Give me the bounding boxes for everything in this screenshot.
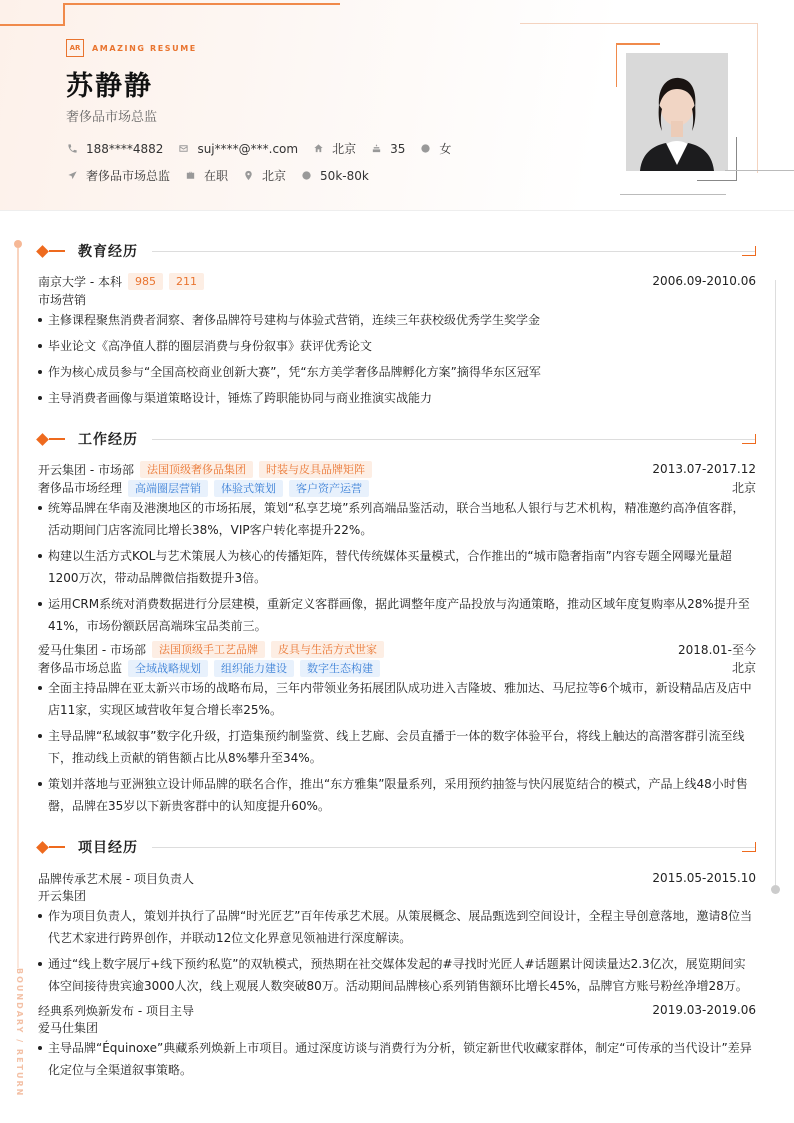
company-tag: 法国顶级手工艺品牌 (152, 641, 265, 658)
job-bullets (38, 497, 756, 641)
job-intent-row (66, 167, 383, 184)
section-dash (49, 846, 65, 848)
job-role-row (38, 659, 756, 677)
list-item: 运用CRM系统对消费数据进行分层建模，重新定义客群画像，据此调整年度产品投放与沟通策略，推动区域年度复购率从28%提升至41%，市场份额跃居高端珠宝品类前三。 (38, 593, 756, 637)
list-item: 主修课程聚焦消费者洞察、奢侈品牌符号建构与体验式营销，连续三年获校级优秀学生奖学金 (38, 309, 756, 331)
company-name: 爱马仕集团 - 市场部 (38, 642, 146, 657)
intent-city (242, 167, 286, 184)
role-tag: 高端圈层营销 (128, 480, 208, 497)
intent-position (66, 167, 170, 184)
section-dash (49, 250, 65, 252)
job-role: 奢侈品市场总监 (38, 661, 123, 675)
company-name: 开云集团 - 市场部 (38, 462, 134, 477)
section-education-header (36, 240, 756, 262)
project-entry-header (38, 1001, 756, 1019)
job-role-row (38, 479, 756, 497)
list-item: 作为核心成员参与“全国高校商业创新大赛”，凭“东方美学奢侈品牌孵化方案”摘得华东区冠军 (38, 361, 756, 383)
project-bullets (38, 905, 756, 1001)
project-org-row (38, 887, 756, 905)
contact-gender-text: 女 (439, 142, 452, 156)
section-title: 项目经历 (78, 840, 138, 856)
school-tag: 985 (128, 273, 163, 290)
job-role: 奢侈品市场经理 (38, 481, 123, 495)
company-tag: 法国顶级奢侈品集团 (140, 461, 253, 478)
section-rule (152, 439, 756, 440)
section-work-header (36, 428, 756, 450)
header-decor-line (620, 194, 726, 195)
header-decor-line (757, 23, 758, 173)
mail-icon (177, 143, 189, 155)
role-tag: 客户资产运营 (289, 480, 369, 497)
right-decor-dot (771, 885, 780, 894)
education-date: 2006.09-2010.06 (652, 274, 756, 288)
job-date: 2018.01-至今 (678, 642, 756, 657)
project-date: 2015.05-2015.10 (652, 871, 756, 885)
intent-status-text: 在职 (204, 169, 229, 183)
school-name: 南京大学 - 本科 (38, 274, 122, 289)
role-tag: 数字生态构建 (300, 660, 380, 677)
candidate-name: 苏静静 (66, 71, 153, 102)
diamond-icon (36, 841, 49, 854)
project-bullets (38, 1037, 756, 1085)
project-name: 品牌传承艺术展 - 项目负责人 (38, 871, 194, 886)
candidate-title: 奢侈品市场总监 (66, 110, 158, 125)
company-tag: 时装与皮具品牌矩阵 (259, 461, 372, 478)
cake-icon (370, 143, 382, 155)
list-item: 主导品牌“Équinoxe”典藏系列焕新上市项目。通过深度访谈与消费行为分析，锁定新世代收藏家群体，制定“可传承的当代设计”差异化定位与全渠道叙事策略。 (38, 1037, 756, 1081)
list-item: 统筹品牌在华南及港澳地区的市场拓展，策划“私享艺境”系列高端品鉴活动，联合当地私人银行与艺术机构，精准邀约高净值客群，活动期间门店客流同比增长38%，VIP客户转化率提升22%。 (38, 497, 756, 541)
role-tag: 组织能力建设 (214, 660, 294, 677)
contact-age (370, 142, 405, 156)
money-icon (300, 170, 312, 182)
list-item: 通过“线上数字展厅+线下预约私览”的双轨模式，预热期在社交媒体发起的#寻找时光匠人#话题累计阅读量达2.3亿次，展览期间实体空间接待贵宾逾3000人次，线上观展人数突破80万。活动期间品牌核心系列销售额环比增长45%，品牌官方账号粉丝净增28万。 (38, 953, 756, 997)
list-item: 毕业论文《高净值人群的圈层消费与身份叙事》获评优秀论文 (38, 335, 756, 357)
project-org: 爱马仕集团 (38, 1021, 99, 1035)
section-rule (152, 251, 756, 252)
section-title: 教育经历 (78, 244, 138, 260)
project-org-row (38, 1019, 756, 1037)
list-item: 构建以生活方式KOL与艺术策展人为核心的传播矩阵，替代传统媒体买量模式，合作推出的“城市隐奢指南”内容专题全网曝光量超1200万次，带动品牌微信指数提升3倍。 (38, 545, 756, 589)
section-dash (49, 438, 65, 440)
diamond-icon (36, 245, 49, 258)
intent-status (184, 167, 228, 184)
contact-city-text: 北京 (332, 142, 357, 156)
contact-gender (419, 140, 451, 157)
section-corner-decor (742, 434, 756, 444)
side-vertical-text: BOUNDARY / RETURN (15, 968, 24, 1098)
contact-email-text: suj****@***.com (197, 141, 299, 156)
timeline-line (17, 248, 19, 968)
role-tag: 全域战略规划 (128, 660, 208, 677)
timeline-dot (14, 240, 22, 248)
header-accent-line (63, 3, 65, 26)
education-bullets (38, 309, 756, 413)
intent-salary-text: 50k-80k (320, 168, 369, 183)
list-item: 主导消费者画像与渠道策略设计，锤炼了跨职能协同与商业推演实战能力 (38, 387, 756, 409)
section-title: 工作经历 (78, 432, 138, 448)
project-org: 开云集团 (38, 889, 87, 903)
section-corner-decor (742, 842, 756, 852)
right-decor-line (775, 280, 776, 885)
job-date: 2013.07-2017.12 (652, 462, 756, 476)
company-tag: 皮具与生活方式世家 (271, 641, 384, 658)
list-item: 作为项目负责人，策划并执行了品牌“时光匠艺”百年传承艺术展。从策展概念、展品甄选到空间设计，全程主导创意落地，邀请8位当代艺术家进行跨界创作，并联动12位文化界意见领袖进行深度解读。 (38, 905, 756, 949)
list-item: 主导品牌“私域叙事”数字化升级，打造集预约制鉴赏、线上艺廊、会员直播于一体的数字体验平台，将线上触达的高潜客群引流至线下，推动线上贡献的销售额占比从8%攀升至34%。 (38, 725, 756, 769)
phone-icon (66, 143, 78, 155)
header-accent-line (64, 3, 340, 5)
contact-row (66, 140, 465, 157)
section-projects-header (36, 836, 756, 858)
project-date: 2019.03-2019.06 (652, 1003, 756, 1017)
header-accent-line (0, 24, 64, 26)
contact-phone-text: 188****4882 (86, 141, 164, 156)
intent-salary (300, 169, 369, 183)
list-item: 全面主持品牌在亚太新兴市场的战略布局，三年内带领业务拓展团队成功进入吉隆坡、雅加达、马尼拉等6个城市，新设精品店及店中店11家，实现区域营收年复合增长率25%。 (38, 677, 756, 721)
resume-header (0, 0, 794, 211)
section-rule (152, 847, 756, 848)
header-decor-line (725, 170, 794, 171)
gender-icon (419, 143, 431, 155)
brand-badge: AR (66, 39, 84, 57)
job-entry-header (38, 640, 756, 658)
project-entry-header (38, 869, 756, 887)
school-tag: 211 (169, 273, 204, 290)
brand (66, 39, 197, 57)
contact-age-text: 35 (390, 141, 406, 156)
job-city: 北京 (731, 481, 756, 495)
brand-text: AMAZING RESUME (92, 43, 197, 53)
home-icon (312, 143, 324, 155)
list-item: 策划并落地与亚洲独立设计师品牌的联名合作，推出“东方雅集”限量系列，采用预约抽签与快闪展览结合的模式，产品上线48小时售罄，品牌在35岁以下新贵客群中的认知度提升60%。 (38, 773, 756, 817)
contact-phone (66, 142, 163, 156)
project-name: 经典系列焕新发布 - 项目主导 (38, 1003, 194, 1018)
education-entry-header (38, 272, 756, 290)
briefcase-icon (184, 170, 196, 182)
intent-city-text: 北京 (262, 169, 287, 183)
contact-city (312, 140, 356, 157)
education-major: 市场营销 (38, 293, 87, 307)
job-bullets (38, 677, 756, 821)
role-tag: 体验式策划 (214, 480, 283, 497)
photo-frame-decor (697, 137, 737, 181)
section-corner-decor (742, 246, 756, 256)
location-pin-icon (242, 170, 254, 182)
header-decor-line (520, 23, 758, 24)
send-icon (66, 170, 78, 182)
job-city: 北京 (731, 661, 756, 675)
intent-position-text: 奢侈品市场总监 (86, 169, 171, 183)
education-major-row (38, 291, 756, 309)
job-entry-header (38, 460, 756, 478)
contact-email (177, 142, 298, 156)
diamond-icon (36, 433, 49, 446)
